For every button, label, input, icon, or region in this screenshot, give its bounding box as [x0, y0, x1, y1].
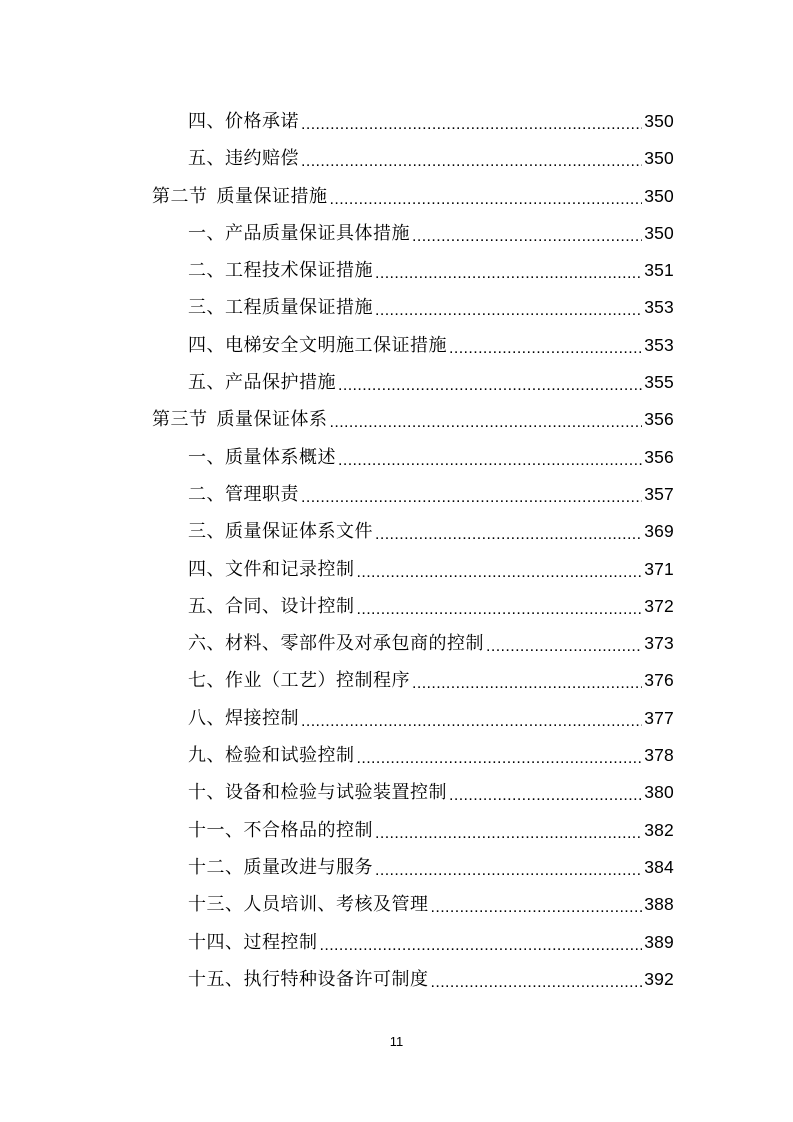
toc-entry-title: 十、设备和检验与试验装置控制: [188, 782, 447, 804]
toc-entry[interactable]: [152, 812, 674, 849]
toc-dot-leader: [301, 479, 642, 516]
toc-entry-title: 十三、人员培训、考核及管理: [188, 894, 429, 916]
toc-entry-page: 380: [644, 782, 674, 803]
toc-dot-leader: [301, 106, 642, 143]
toc-entry-page: 353: [644, 334, 674, 355]
toc-entry[interactable]: [152, 215, 674, 252]
toc-entry-title: 二、工程技术保证措施: [188, 260, 373, 282]
toc-entry[interactable]: [152, 327, 674, 364]
toc-entry-page: 350: [644, 111, 674, 131]
toc-dot-leader: [486, 628, 642, 665]
toc-entry[interactable]: [152, 364, 674, 401]
toc-section-name: 质量保证体系: [216, 409, 328, 431]
toc-dot-leader: [338, 442, 642, 479]
toc-entry-page: 388: [644, 894, 674, 915]
toc-entry[interactable]: [152, 662, 674, 699]
toc-entry-page: 350: [644, 222, 674, 243]
toc-dot-leader: [449, 777, 642, 814]
toc-entry-page: 350: [644, 148, 674, 169]
toc-entry-page: 355: [644, 372, 674, 393]
toc-entry[interactable]: [152, 252, 674, 289]
toc-entry[interactable]: [152, 700, 674, 737]
toc-entry-title: 十四、过程控制: [188, 931, 318, 953]
toc-entry-page: 353: [644, 297, 674, 318]
toc-entry[interactable]: [152, 513, 674, 550]
toc-entry-title: 七、作业（工艺）控制程序: [188, 670, 410, 692]
toc-entry-page: 369: [644, 521, 674, 542]
toc-entry[interactable]: [152, 588, 674, 625]
toc-entry-title: 六、材料、零部件及对承包商的控制: [188, 633, 484, 655]
toc-dot-leader: [412, 665, 642, 702]
toc-section-number: 第二节: [152, 185, 208, 207]
toc-entry[interactable]: [152, 774, 674, 811]
toc-entry[interactable]: [152, 439, 674, 476]
toc-dot-leader: [301, 143, 642, 180]
page-number: 11: [389, 1034, 404, 1049]
toc-dot-leader: [412, 218, 642, 255]
toc-entry-page: 382: [644, 819, 674, 840]
toc-entry[interactable]: [152, 625, 674, 662]
toc-dot-leader: [375, 255, 642, 292]
toc-entry[interactable]: [152, 886, 674, 923]
toc-dot-leader: [357, 554, 643, 591]
toc-dot-leader: [431, 889, 643, 926]
toc-entry[interactable]: [152, 476, 674, 513]
toc-entry-title: 九、检验和试验控制: [188, 745, 355, 767]
toc-section-entry[interactable]: [152, 401, 674, 438]
toc-entry-title: 一、质量体系概述: [188, 446, 336, 468]
toc-entry-title: 四、价格承诺: [188, 111, 299, 132]
toc-dot-leader: [338, 367, 642, 404]
toc-entry[interactable]: [152, 849, 674, 886]
toc-entry-page: 376: [644, 670, 674, 691]
toc-dot-leader: [431, 964, 643, 1001]
toc-entry-page: 378: [644, 745, 674, 766]
toc-entry-title: 十一、不合格品的控制: [188, 819, 373, 841]
toc-dot-leader: [375, 815, 642, 852]
toc-entry-title: 四、文件和记录控制: [188, 558, 355, 580]
toc-entry-page: 377: [644, 707, 674, 728]
toc-dot-leader: [449, 330, 642, 367]
toc-entry[interactable]: [152, 924, 674, 961]
toc-section-name: 质量保证措施: [216, 185, 328, 207]
toc-entry-page: 389: [644, 931, 674, 952]
toc-entry-page: 356: [644, 446, 674, 467]
toc-section-entry[interactable]: [152, 178, 674, 215]
toc-dot-leader: [330, 181, 643, 218]
toc-entry-page: 371: [644, 558, 674, 579]
toc-entry-page: 351: [644, 260, 674, 281]
toc-entry-page: 357: [644, 483, 674, 504]
toc-entry-title: 二、管理职责: [188, 483, 299, 505]
toc-dot-leader: [375, 292, 642, 329]
toc-dot-leader: [357, 740, 643, 777]
toc-entry-title: 五、合同、设计控制: [188, 595, 355, 617]
toc-entry-title: 三、工程质量保证措施: [188, 297, 373, 319]
toc-entry-title: 一、产品质量保证具体措施: [188, 222, 410, 244]
toc-dot-leader: [357, 591, 643, 628]
toc-entry-title: 五、产品保护措施: [188, 372, 336, 394]
toc-entry[interactable]: [152, 103, 674, 140]
toc-dot-leader: [375, 852, 642, 889]
toc-dot-leader: [375, 516, 642, 553]
toc-entry-page: 372: [644, 595, 674, 616]
toc-section-title: [152, 401, 328, 438]
toc-entry-title: 五、违约赔偿: [188, 148, 299, 170]
toc-entry[interactable]: [152, 961, 674, 998]
toc-entry-title: 十二、质量改进与服务: [188, 856, 373, 878]
toc-entry-title: 四、电梯安全文明施工保证措施: [188, 334, 447, 356]
toc-entry-page: 356: [644, 409, 674, 430]
toc-entry-title: 八、焊接控制: [188, 707, 299, 729]
toc-section-number: 第三节: [152, 409, 208, 431]
toc-entry-page: 392: [644, 968, 674, 989]
toc-dot-leader: [301, 703, 642, 740]
toc-entry[interactable]: [152, 140, 674, 177]
toc-entry-page: 350: [644, 185, 674, 206]
toc-entry[interactable]: [152, 289, 674, 326]
toc-entry[interactable]: [152, 551, 674, 588]
toc-entry-page: 373: [644, 633, 674, 654]
toc-entry-page: 384: [644, 856, 674, 877]
toc-section-title: [152, 178, 328, 215]
toc-entry[interactable]: [152, 737, 674, 774]
table-of-contents: [152, 103, 674, 998]
toc-dot-leader: [330, 404, 643, 441]
toc-entry-title: 三、质量保证体系文件: [188, 521, 373, 543]
toc-entry-title: 十五、执行特种设备许可制度: [188, 968, 429, 990]
toc-dot-leader: [320, 927, 643, 964]
